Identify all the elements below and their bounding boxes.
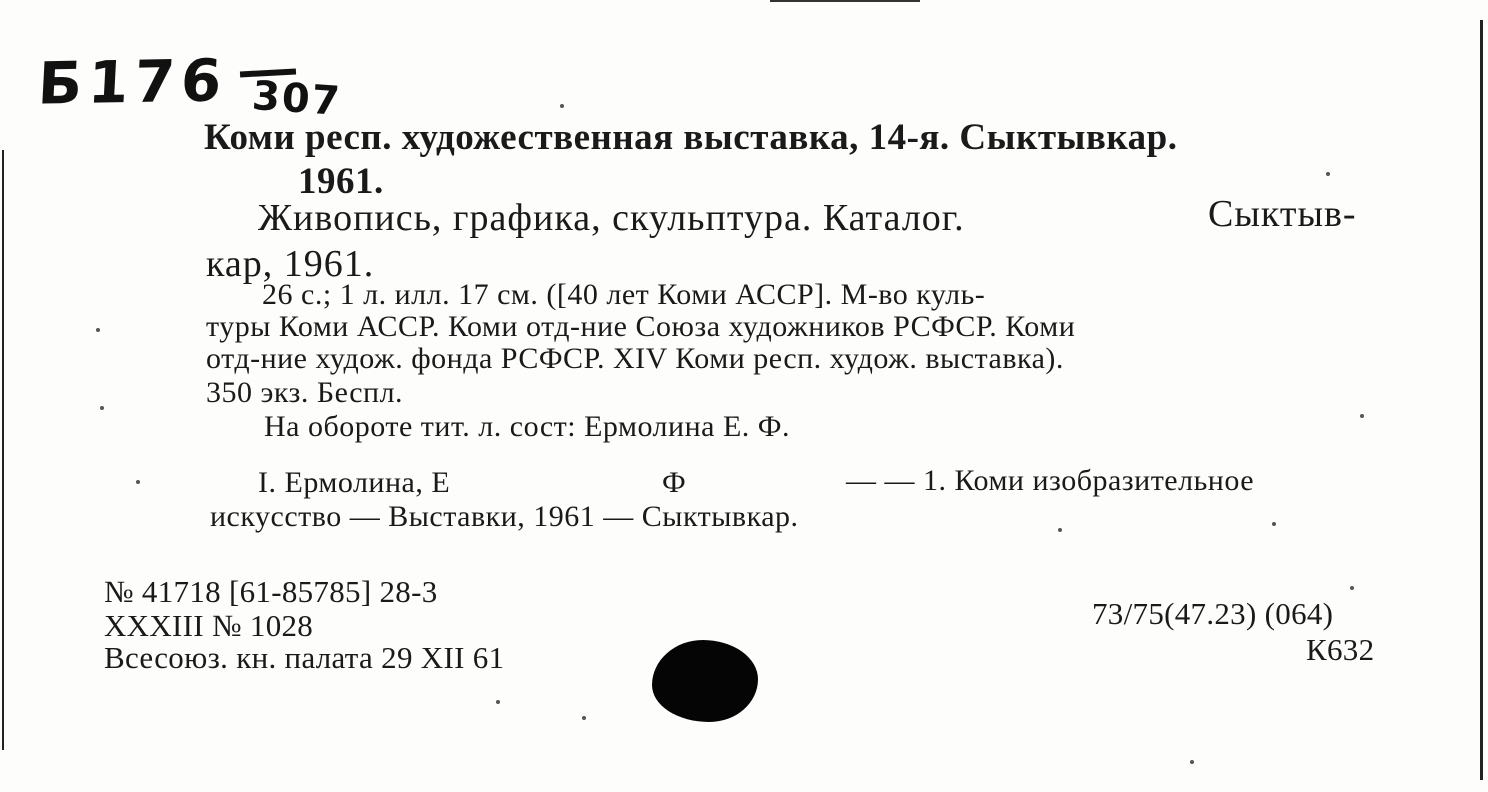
speck <box>96 328 100 332</box>
handwritten-shelf-number: 307 <box>250 72 343 126</box>
speck <box>1360 414 1364 418</box>
card-right-edge <box>1480 20 1483 780</box>
speck <box>1190 760 1194 764</box>
card-left-edge <box>2 150 4 750</box>
handwritten-shelf-code: Б176 <box>36 46 230 118</box>
registration-line-1: № 41718 [61-85785] 28-3 <box>104 574 438 609</box>
speck <box>582 716 586 720</box>
speck <box>100 406 104 410</box>
index-line-2: искусство — Выставки, 1961 — Сыктывкар. <box>210 500 799 533</box>
subtitle-city-hyphen: Сыктыв- <box>1208 193 1357 235</box>
registration-line-2: XXXIII № 1028 <box>104 608 314 643</box>
card-title-line-2: 1961. <box>298 161 384 202</box>
description-line-4: 350 экз. Беспл. <box>206 376 404 409</box>
speck <box>560 104 564 108</box>
index-line-1-start: I. Ермолина, Е <box>258 466 451 499</box>
ink-blot-stamp <box>652 640 758 722</box>
classification-code: 73/75(47.23) (064) <box>1092 596 1334 631</box>
card-top-edge <box>770 0 920 2</box>
compiler-note: На обороте тит. л. сост: Ермолина Е. Ф. <box>264 410 790 443</box>
description-line-3: отд-ние худож. фонда РСФСР. XIV Коми респ. худож. выставка). <box>206 342 1064 375</box>
description-line-1: 26 с.; 1 л. илл. 17 см. ([40 лет Коми АССР]. М-во куль- <box>262 278 986 311</box>
subtitle-line-1: Живопись, графика, скульптура. Каталог. <box>258 197 965 239</box>
card-title-line-1: Коми респ. художественная выставка, 14-я. Сыктывкар. <box>204 117 1178 158</box>
index-line-1-end: — — 1. Коми изобразительное <box>846 464 1255 497</box>
speck <box>1058 528 1062 532</box>
speck <box>136 480 140 484</box>
author-mark: К632 <box>1306 632 1375 667</box>
speck <box>1350 586 1354 590</box>
speck <box>496 700 500 704</box>
speck <box>1272 522 1276 526</box>
index-line-1-initial: Ф <box>662 466 687 499</box>
description-line-2: туры Коми АССР. Коми отд-ние Союза художников РСФСР. Коми <box>206 310 1076 343</box>
subtitle-line-2: кар, 1961. <box>206 243 375 285</box>
registration-line-3: Всесоюз. кн. палата 29 XII 61 <box>104 640 505 675</box>
speck <box>1326 172 1330 176</box>
